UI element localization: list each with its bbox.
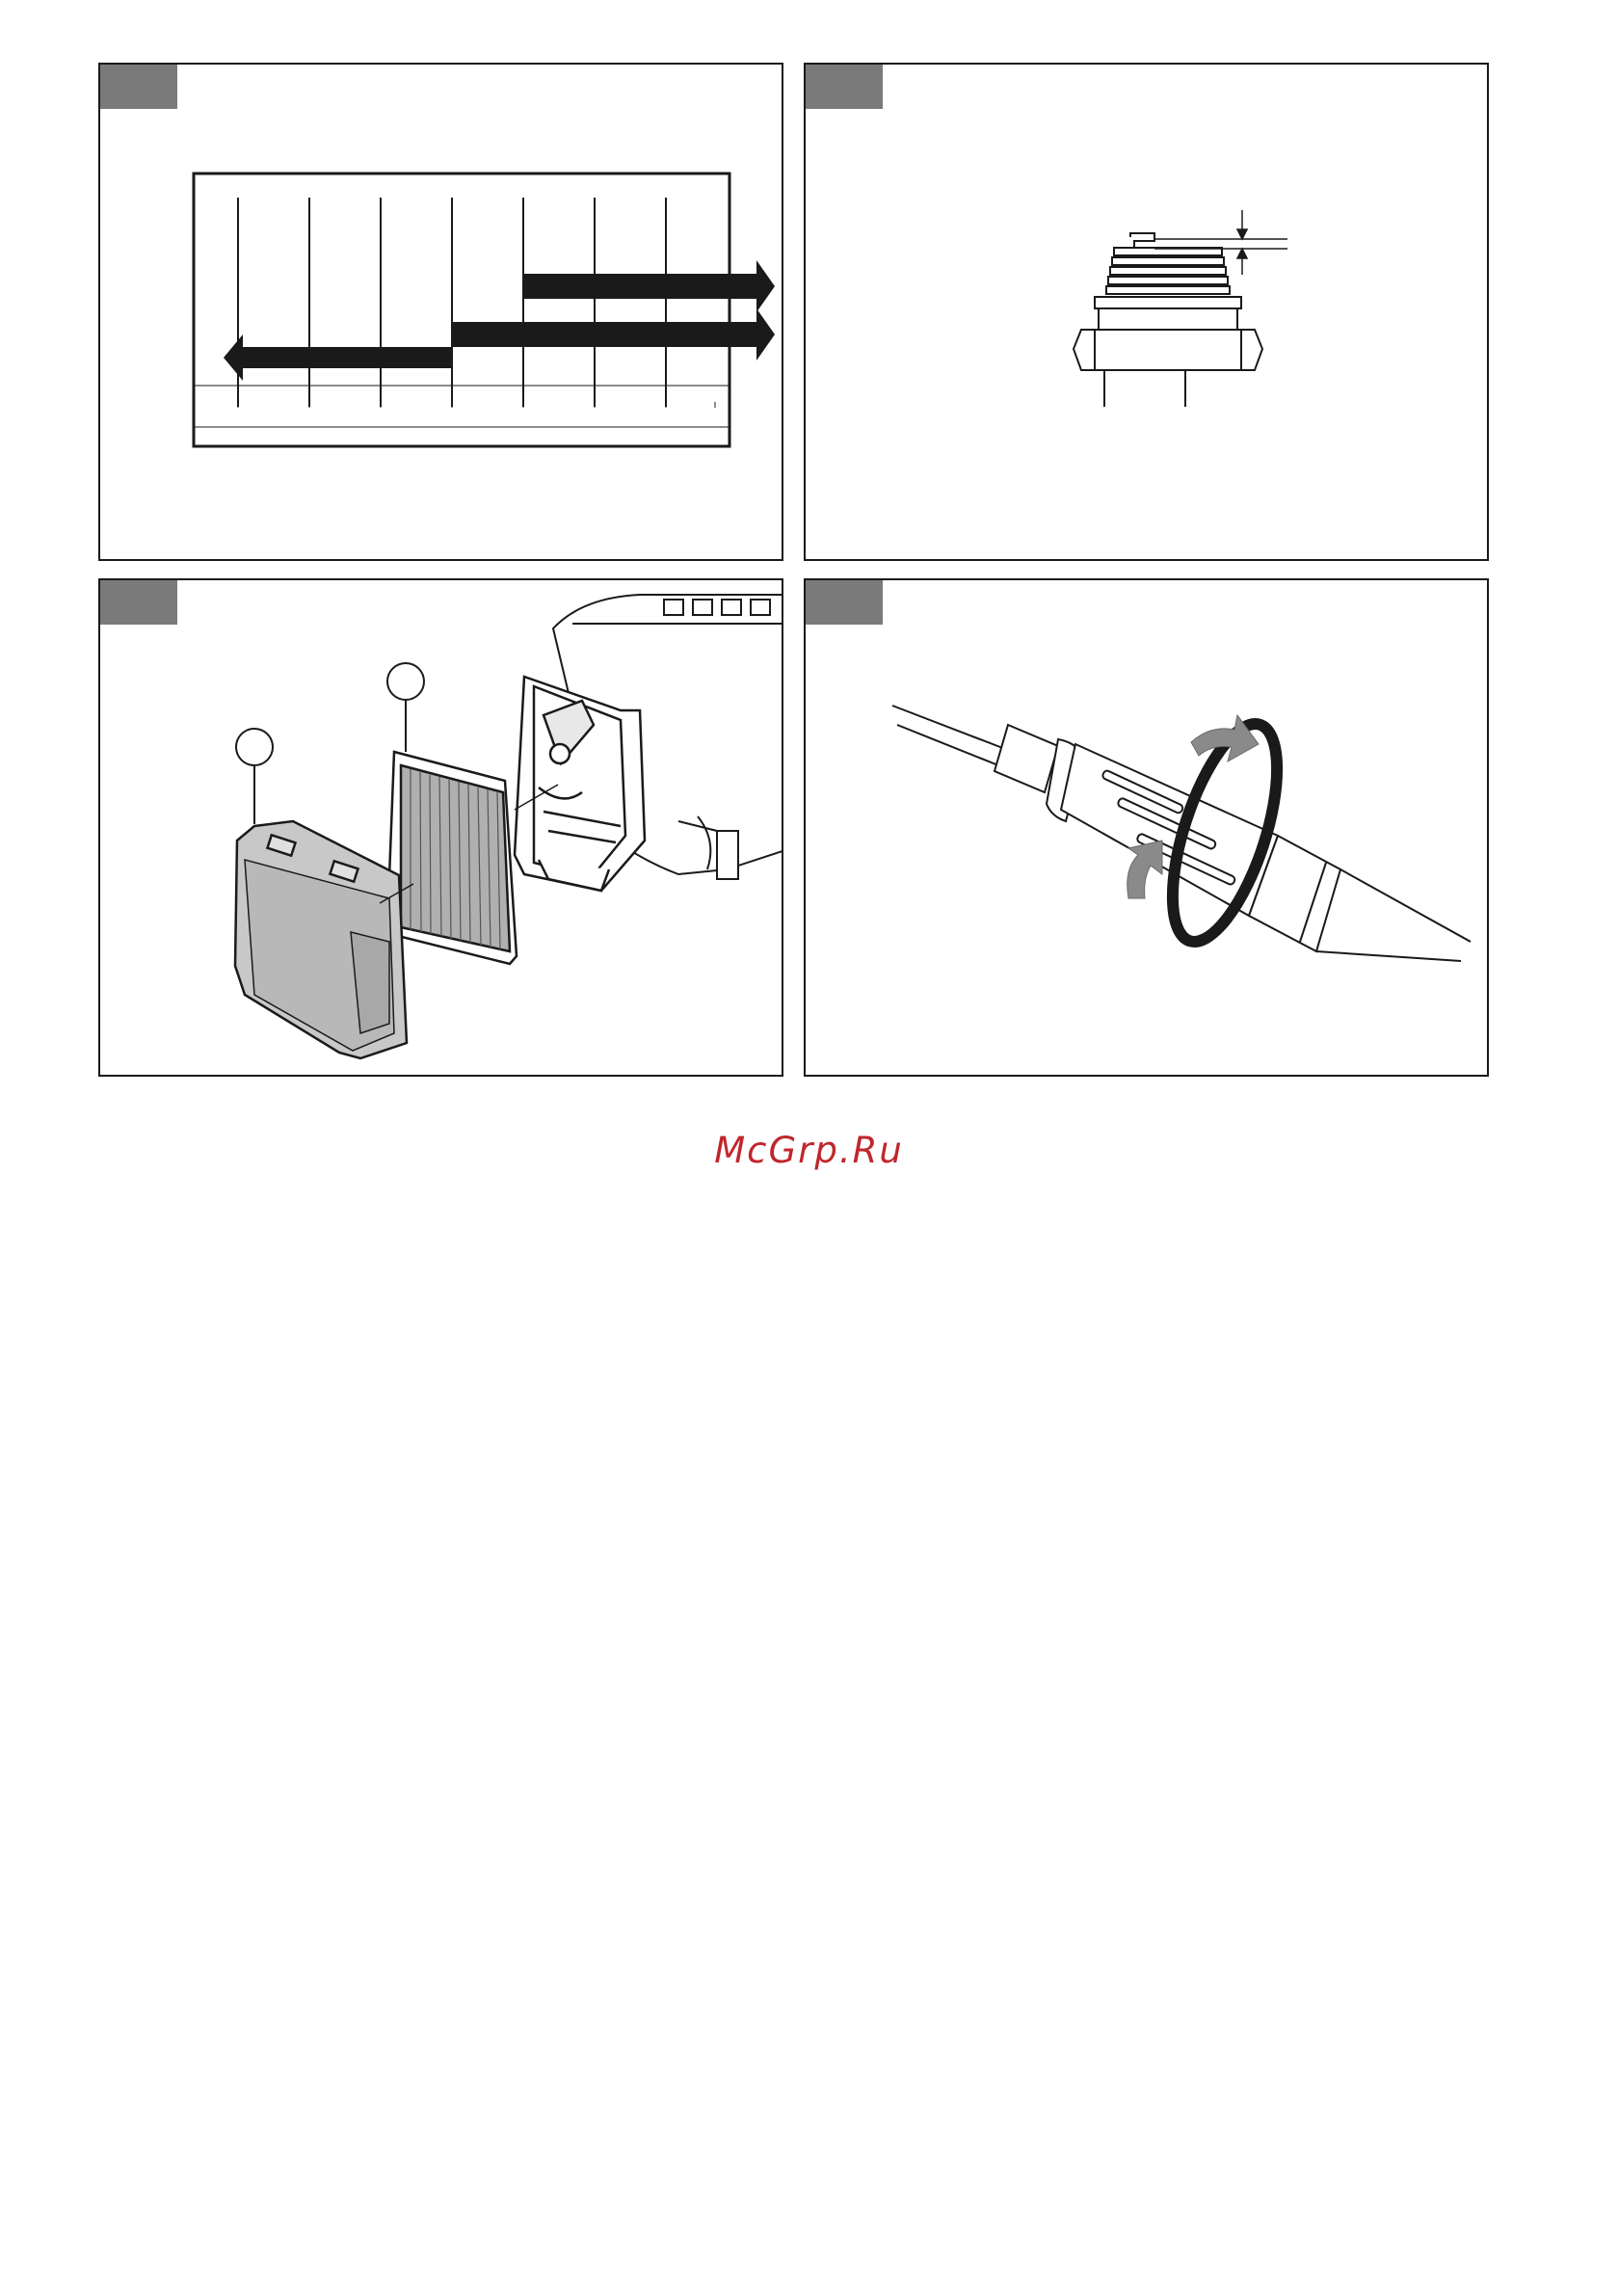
arrow-right-icon (452, 308, 775, 360)
panel-spark-plug-removal (804, 578, 1489, 1077)
arrow-right-icon (522, 260, 775, 312)
air-filter-figure (100, 580, 783, 1077)
spark-plug (1074, 233, 1262, 407)
chart-frame (194, 174, 729, 446)
watermark-text: McGrp.Ru (714, 1130, 904, 1171)
panel-spark-plug-gap (804, 63, 1489, 561)
callout-circle-cover (236, 729, 273, 765)
temperature-chart-figure (100, 65, 783, 561)
chart-scale-ticks (238, 402, 715, 408)
pleated-filter-element (387, 752, 517, 964)
socket-wrench-figure (806, 580, 1489, 1077)
chart-scale-rows (194, 386, 729, 427)
filter-cover (235, 821, 407, 1058)
spark-plug-figure (806, 65, 1489, 561)
rotation-arrow-icon (1127, 841, 1162, 898)
arrow-left-icon (224, 334, 452, 381)
callout-circle-filter (387, 663, 424, 700)
panel-air-filter-assembly (98, 578, 783, 1077)
panel-oil-temperature-chart (98, 63, 783, 561)
chart-gridlines (238, 198, 666, 407)
